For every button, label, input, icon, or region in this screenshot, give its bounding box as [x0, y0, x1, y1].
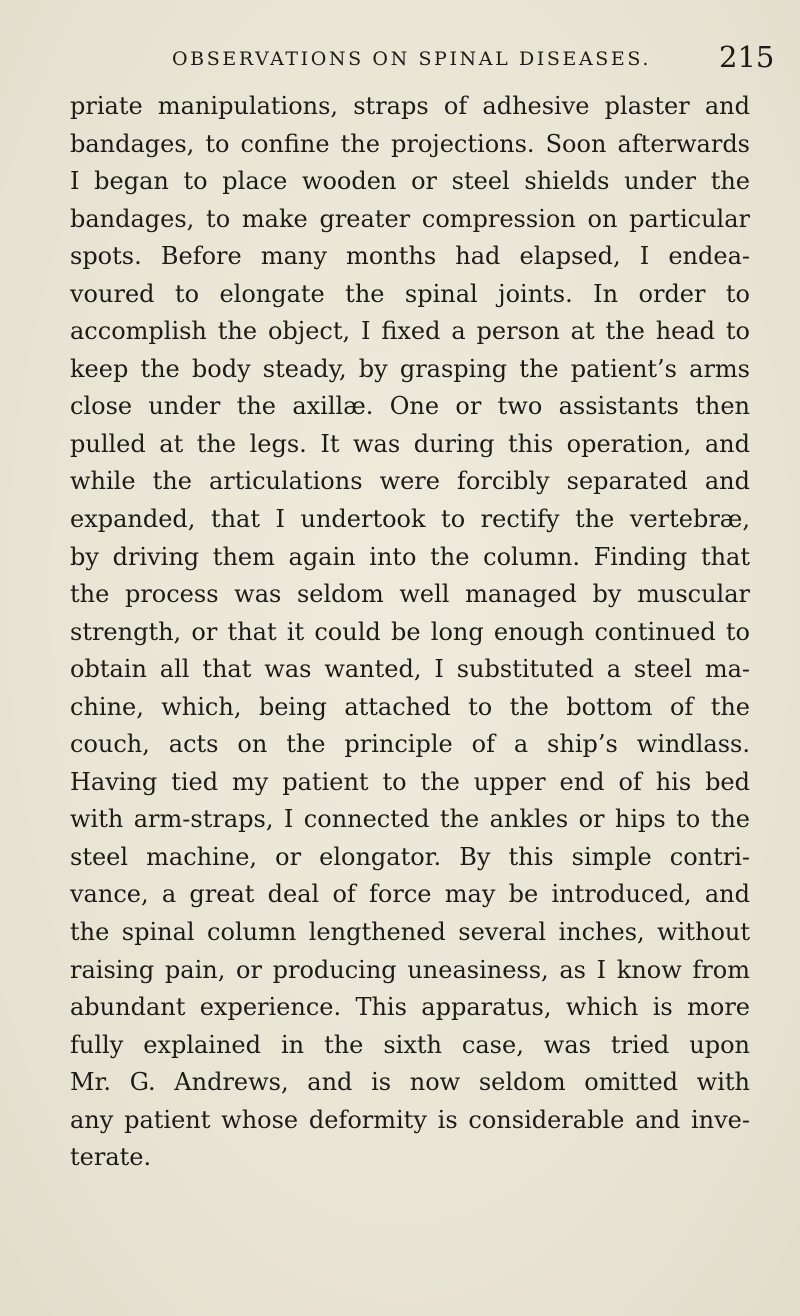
text-line: the spinal column lengthened several inches, without [70, 918, 750, 947]
text-line: while the articulations were forcibly separated and [70, 467, 750, 496]
text-line: with arm-straps, I connected the ankles or hips to the [70, 805, 750, 834]
page-number: 215 [719, 40, 775, 74]
text-line: bandages, to confine the projections. Soon afterwards [70, 129, 750, 158]
text-line: any patient whose deformity is considerable and inve- [70, 1105, 750, 1134]
text-line: the process was seldom well managed by muscular [70, 580, 750, 609]
text-line: fully explained in the sixth case, was tried upon [70, 1030, 750, 1059]
text-line: vance, a great deal of force may be introduced, and [70, 880, 750, 909]
text-line: abundant experience. This apparatus, which is more [70, 993, 750, 1022]
text-line: I began to place wooden or steel shields under the [70, 167, 750, 196]
text-line: bandages, to make greater compression on particular [70, 204, 750, 233]
text-line: Mr. G. Andrews, and is now seldom omitted with [70, 1068, 750, 1097]
text-line: couch, acts on the principle of a ship’s windlass. [70, 730, 750, 759]
running-head: OBSERVATIONS ON SPINAL DISEASES. [172, 48, 651, 70]
text-line: obtain all that was wanted, I substituted a steel ma- [70, 655, 750, 684]
text-line: by driving them again into the column. Finding that [70, 542, 750, 571]
text-line: strength, or that it could be long enough continued to [70, 617, 750, 646]
text-line: Having tied my patient to the upper end of his bed [70, 767, 750, 796]
body-paragraph [70, 88, 750, 1177]
text-line: voured to elongate the spinal joints. In order to [70, 279, 750, 308]
text-line: pulled at the legs. It was during this operation, and [70, 429, 750, 458]
text-line: terate. [70, 1143, 152, 1172]
text-line: accomplish the object, I fixed a person at the head to [70, 317, 750, 346]
text-line: close under the axillæ. One or two assistants then [70, 392, 750, 421]
text-line: keep the body steady, by grasping the patient’s arms [70, 354, 750, 383]
text-line: priate manipulations, straps of adhesive plaster and [70, 92, 750, 120]
text-line: chine, which, being attached to the bottom of the [70, 692, 750, 721]
text-line: spots. Before many months had elapsed, I endea- [70, 242, 750, 271]
text-line: expanded, that I undertook to rectify the vertebræ, [70, 505, 750, 534]
text-line: steel machine, or elongator. By this simple contri- [70, 842, 750, 871]
text-line: raising pain, or producing uneasiness, as I know from [70, 955, 750, 984]
